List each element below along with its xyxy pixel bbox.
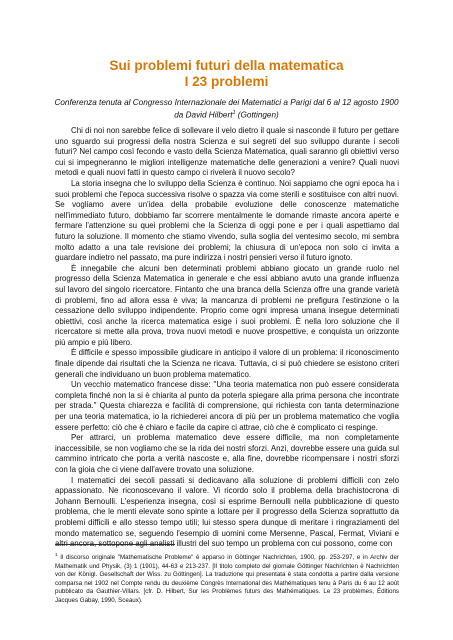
subtitle-line-2 [30,108,423,121]
document-title [30,58,423,90]
footnote-divider [55,544,175,545]
footnote-mark: 1 [55,552,58,557]
body-text [55,126,399,550]
document-subtitle [30,97,423,121]
author-name: da David Hilbert [174,110,233,120]
paragraph: È innegabile che alcuni ben determinati problemi abbiano giocato un grande ruolo nel progresso della Scienza Matematica in generale e che essi abbiano avuto una grande influenza sul lavoro del singolo ricercatore. Fintanto che una branca della Scienza offre una grande varietà di problemi, fino ad allora essa è viva; la mancanza di problemi ne prefigura l'estinzione o la cessazione dello sviluppo indipendente. Proprio come ogni impresa umana insegue determinati obiettivi, così anche la ricerca matematica esige i suoi problemi. È nella loro soluzione che il ricercatore si mette alla prova, trova nuovi metodi e nuove prospettive, e conquista un orizzonte più ampio e più libero. [55,263,399,347]
paragraph: Un vecchio matematico francese disse: "Una teoria matematica non può essere considerata completa finché non la si è chiarita al punto da poterla spiegare alla prima persona che incontrate per strada." Questa chiarezza e facilità di comprensione, qui richiesta con tanta determinazione per una teoria matematica, io la richiederei ancora di più per un problema matematico che voglia essere perfetto: ciò che è chiaro e facile da capire ci attrae, ciò che è complicato ci respinge. [55,380,399,432]
paragraph: La storia insegna che lo sviluppo della Scienza è continuo. Noi sappiamo che ogni epoca ha i suoi problemi che l'epoca successiva risolve o spazza via come sterili e sostituisce con altri nuovi. Se vogliamo avere un'idea della probabile evoluzione delle conoscenze matematiche nell'immediato futuro, dobbiamo far scorrere mentalmente le domande rimaste ancora aperte e fermare l'attenzione su quei problemi che la Scienza di oggi pone e per i quali aspettiamo dal futuro la soluzione. Il momento che stiamo vivendo, sulla soglia del ventesimo secolo, mi sembra molto adatto a una tale revisione dei problemi; la chiusura di un'epoca non solo ci invita a guardare indietro nel passato, ma pure indirizza i nostri pensieri verso il futuro ignoto. [55,178,399,263]
subtitle-line-1: Conferenza tenuta al Congresso Internazionale dei Matematici a Parigi dal 6 al 12 agosto 1900 [54,98,399,107]
title-line-1: Sui problemi futuri della matematica [109,58,344,73]
footnote-reference: 1 [232,110,236,116]
paragraph: I matematici dei secoli passati si dedicavano alla soluzione di problemi difficili con zelo appassionato. Ne riconoscevano il valore. Vi ricordo solo il problema della brachistocrona di Johann Bernoulli. L'esperienza insegna, così si esprime Bernoulli nella pubblicazione di questo problema, che le menti elevate sono spinte a lottare per il progresso della Scienza soprattutto da problemi difficili e allo stesso tempo utili; lui stesso spera dunque di meritare i ringraziamenti del mondo matematico se, seguendo l'esempio di uomini come Mersenne, Pascal, Fermat, Viviani e altri ancora, sottopone agli analisti illustri del suo tempo un problema con cui possono, come con [55,475,399,549]
paragraph: Per attrarci, un problema matematico deve essere difficile, ma non completamente inaccessibile, se non vogliamo che se la rida dei nostri sforzi. Anzi, dovrebbe essere una guida sul cammino intricato che porta a verità nascoste e, alla fine, dovrebbe ricompensare i nostri sforzi con la gioia che ci viene dall'avere trovato una soluzione. [55,433,399,474]
title-line-2: I 23 problemi [184,74,269,89]
author-affiliation: (Gottingen) [235,110,279,120]
paragraph: È difficile e spesso impossibile giudicare in anticipo il valore di un problema: il riconoscimento finale dipende dai risultati che la Scienza ne ricava. Tuttavia, ci si può chiedere se esistono criteri generali che individuano un buon problema matematico. [55,348,399,379]
footnote [55,551,399,606]
paragraph: Chi di noi non sarebbe felice di sollevare il velo dietro il quale si nasconde il futuro per gettare uno sguardo sui progressi della nostra Scienza e sui segreti del suo sviluppo durante i secoli futuri? Nel campo così fecondo e vasto della Scienza Matematica, quali saranno gli obiettivi verso cui si impegneranno le migliori intelligenze matematiche delle generazioni a venire? Quali nuovi metodi e quali nuovi fatti in questo campo ci rivelerà il nuovo secolo? [55,126,399,178]
footnote-text: Il discorso originale "Mathematische Probleme" è apparso in Göttinger Nachrichten, 1900, pp. 253-297, e in Archiv der Mathematik und Physik, (3) 1 (1901), 44-63 e 213-237. [Il titolo completo del giornale Göttinger Nachrichten è Nachrichten von der Königl. Gesellschaft der Wiss. zu Göttingen]. La traduzione qui presentata è stata condotta a partire dalla versione comparsa nel 1902 nel Compte rendu du deuxième Congrès International des Mathématiques tenu à Paris du 6 au 12 août pubblicato da Gauthier-Villars. [cfr. D. Hilbert, Sur les Problèmes futurs des Mathématiques. Le 23 problèmes, Éditions Jacques Gabay, 1990, Sceaux). [55,554,399,605]
